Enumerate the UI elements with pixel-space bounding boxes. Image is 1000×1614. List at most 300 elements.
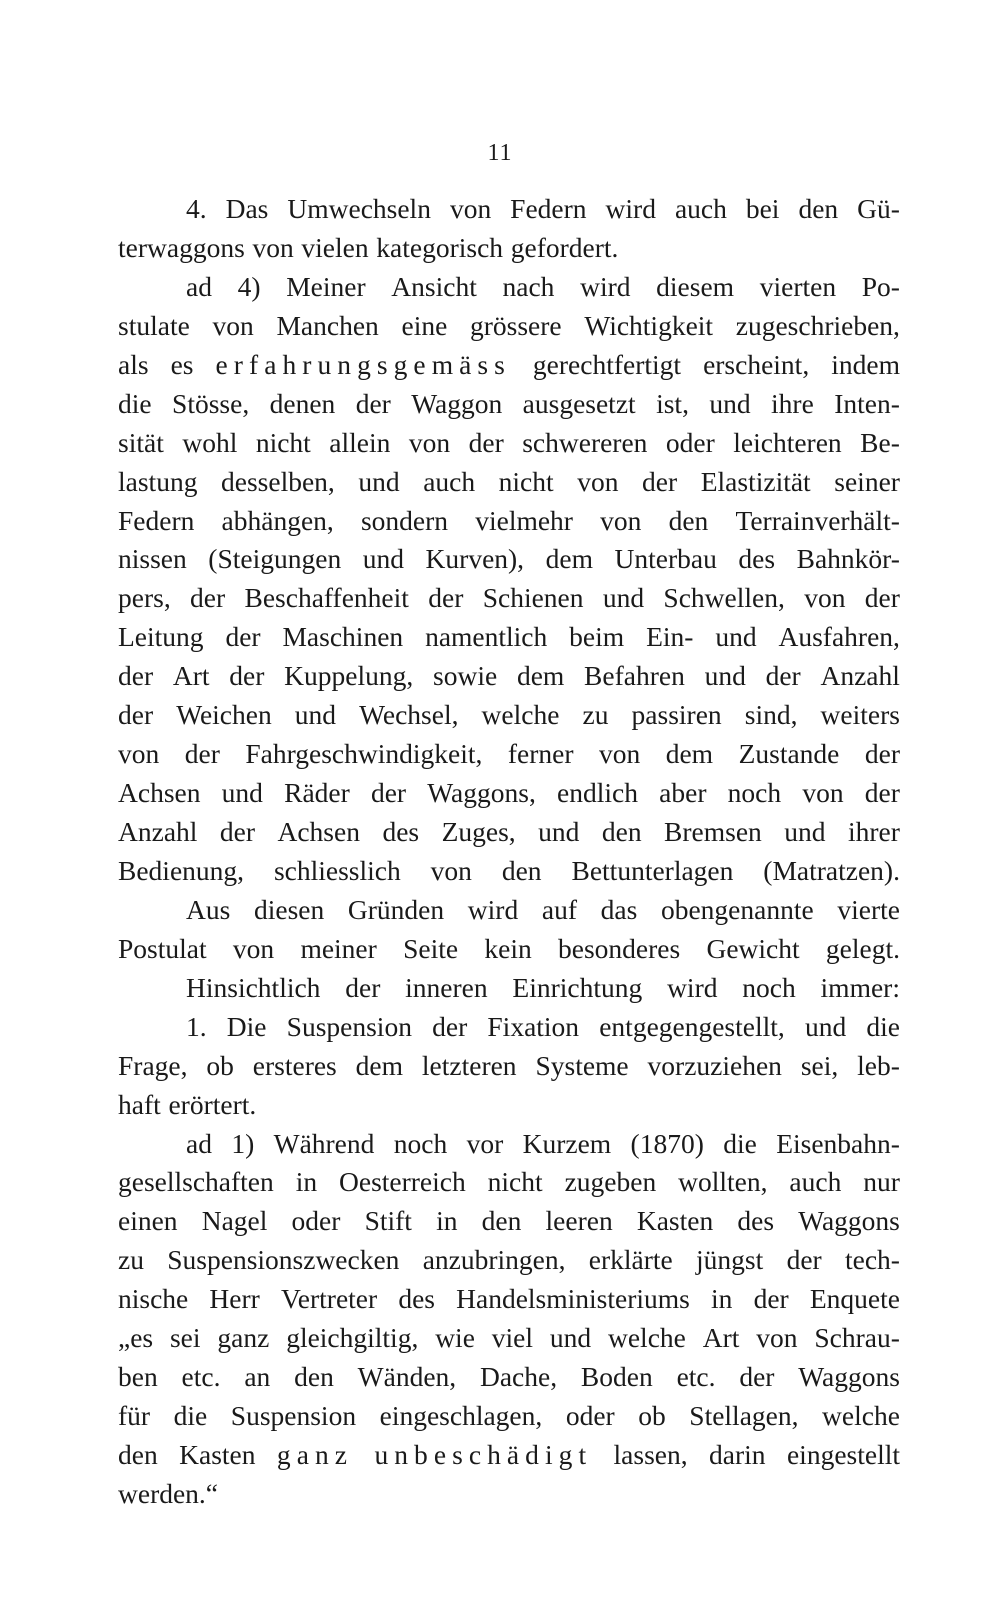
text-line bbox=[118, 540, 900, 579]
word: ob bbox=[638, 1400, 666, 1432]
text-line bbox=[118, 969, 900, 1008]
word: leb- bbox=[857, 1049, 900, 1081]
word: von bbox=[598, 738, 641, 770]
word: erörtert. bbox=[168, 1088, 257, 1120]
word: Umwechseln bbox=[287, 193, 431, 224]
word: immer: bbox=[820, 971, 900, 1003]
word: Enquete bbox=[809, 1283, 900, 1315]
word: lastung bbox=[118, 465, 198, 497]
text-line bbox=[118, 1280, 900, 1319]
word: noch bbox=[393, 1127, 448, 1159]
word: Das bbox=[225, 193, 269, 224]
word: stulate bbox=[118, 309, 190, 341]
word: Kurzem bbox=[522, 1127, 612, 1159]
word: und bbox=[221, 777, 263, 809]
text-line bbox=[118, 1397, 900, 1436]
word: der bbox=[864, 582, 900, 614]
word: von bbox=[252, 231, 294, 263]
word: Zuges, bbox=[441, 816, 516, 847]
word: Terrainverhält- bbox=[735, 504, 900, 536]
word: Leitung bbox=[118, 621, 204, 653]
word: von bbox=[408, 426, 451, 458]
text-line bbox=[118, 774, 900, 813]
word: oder bbox=[565, 1400, 615, 1432]
word: der bbox=[753, 1283, 789, 1315]
text-line bbox=[118, 463, 900, 502]
word: Gü- bbox=[857, 193, 900, 224]
word: abhängen, bbox=[221, 504, 334, 536]
word: Kuppelung, bbox=[284, 660, 414, 692]
word: vor bbox=[466, 1127, 504, 1159]
word: noch bbox=[742, 971, 796, 1003]
word: der bbox=[118, 660, 154, 692]
word: Herr bbox=[209, 1283, 260, 1315]
word: Manchen bbox=[276, 309, 379, 341]
word: der bbox=[370, 777, 407, 809]
word: ben bbox=[118, 1361, 158, 1393]
word: als bbox=[118, 348, 149, 380]
word: gefordert. bbox=[510, 231, 619, 263]
text-line bbox=[118, 502, 900, 541]
word: erfahrungsgemäss bbox=[215, 348, 511, 380]
word: und bbox=[704, 660, 746, 692]
word: ob bbox=[206, 1049, 234, 1081]
word: wird bbox=[667, 971, 718, 1003]
word: den bbox=[294, 1361, 334, 1393]
word: jüngst bbox=[696, 1244, 764, 1276]
word: und bbox=[715, 621, 757, 653]
word: und bbox=[358, 465, 400, 497]
word: sei bbox=[169, 1322, 201, 1354]
word: inneren bbox=[405, 971, 488, 1003]
word: für bbox=[118, 1400, 151, 1432]
word: Räder bbox=[284, 777, 350, 809]
word: ganz bbox=[217, 1322, 270, 1354]
word: sität bbox=[118, 426, 164, 458]
word: Federn bbox=[510, 193, 587, 224]
word: sei, bbox=[800, 1049, 839, 1081]
word: von bbox=[804, 582, 846, 614]
text-line bbox=[118, 1319, 900, 1358]
word: Fahrgeschwindigkeit, bbox=[245, 738, 483, 770]
word: desselben, bbox=[221, 465, 335, 497]
word: haft bbox=[118, 1088, 161, 1120]
text-line bbox=[118, 813, 900, 852]
word: von bbox=[118, 738, 160, 770]
word: dem bbox=[545, 543, 593, 575]
word: vierten bbox=[759, 270, 837, 302]
text-line bbox=[118, 268, 900, 307]
word: in bbox=[295, 1166, 318, 1198]
page-number: 11 bbox=[487, 140, 513, 166]
word: auch bbox=[423, 465, 476, 497]
word: welche bbox=[481, 699, 560, 731]
word: eine bbox=[401, 309, 448, 341]
word: ganz bbox=[276, 1439, 354, 1470]
word: sondern bbox=[360, 504, 449, 536]
word: Bremsen bbox=[664, 816, 762, 847]
word: Ausfahren, bbox=[778, 621, 900, 653]
word: und bbox=[538, 816, 580, 847]
word: Elastizität bbox=[700, 465, 811, 497]
word: welche bbox=[607, 1322, 686, 1354]
word: Eisenbahn- bbox=[776, 1127, 900, 1159]
text-line bbox=[118, 1125, 900, 1164]
word: der bbox=[642, 465, 678, 497]
word: Stellagen, bbox=[689, 1400, 799, 1432]
word: von bbox=[232, 932, 275, 964]
word: den bbox=[798, 193, 839, 224]
word: aber bbox=[659, 777, 707, 809]
word: Schienen bbox=[482, 582, 584, 614]
word: der bbox=[765, 660, 801, 692]
text-line bbox=[118, 424, 900, 463]
word: grössere bbox=[470, 309, 562, 341]
word: Wänden, bbox=[357, 1361, 457, 1393]
word: Kasten bbox=[636, 1205, 714, 1237]
word: zugeschrieben, bbox=[735, 309, 900, 341]
word: nicht bbox=[498, 465, 554, 497]
word: Schwellen, bbox=[663, 582, 785, 614]
word: „es bbox=[118, 1322, 154, 1354]
word: Befahren bbox=[584, 660, 685, 692]
word: den bbox=[601, 816, 642, 847]
word: auf bbox=[541, 893, 577, 925]
word: der bbox=[229, 660, 265, 692]
word: Waggons, bbox=[427, 777, 536, 809]
word: endlich bbox=[557, 777, 638, 809]
word: zu bbox=[118, 1244, 144, 1276]
word: von bbox=[802, 777, 844, 809]
text-line bbox=[118, 852, 900, 891]
word: obengenannte bbox=[660, 893, 814, 925]
word: Be- bbox=[860, 426, 900, 458]
word: meiner bbox=[300, 932, 377, 964]
word: des bbox=[382, 816, 420, 847]
word: pers, bbox=[118, 582, 171, 614]
word: nissen bbox=[118, 543, 187, 575]
word: vorzuziehen bbox=[647, 1049, 782, 1081]
word: der bbox=[468, 426, 504, 458]
word: Unterbau bbox=[614, 543, 717, 575]
word: 4. bbox=[186, 193, 207, 224]
word: gesellschaften bbox=[118, 1166, 274, 1198]
word: Anzahl bbox=[820, 660, 900, 692]
text-line bbox=[118, 1241, 900, 1280]
word: dem bbox=[355, 1049, 404, 1081]
word: wird bbox=[605, 193, 656, 224]
word: Maschinen bbox=[282, 621, 404, 653]
word: die bbox=[723, 1127, 757, 1159]
word: von bbox=[449, 193, 492, 224]
text-line bbox=[118, 1436, 900, 1475]
text-line bbox=[118, 346, 900, 385]
word: werden.“ bbox=[118, 1477, 219, 1509]
word: der bbox=[355, 387, 391, 419]
word: wird bbox=[467, 893, 519, 925]
word: der bbox=[428, 582, 464, 614]
word: letzteren bbox=[421, 1049, 517, 1081]
word: Kasten bbox=[179, 1439, 256, 1470]
word: dem bbox=[516, 660, 565, 692]
word: 1) bbox=[231, 1127, 255, 1159]
word: Während bbox=[273, 1127, 375, 1159]
word: allein bbox=[329, 426, 391, 458]
word: Bahnkör- bbox=[796, 543, 900, 575]
text-line bbox=[118, 1163, 900, 1202]
word: von bbox=[430, 854, 472, 886]
word: Boden bbox=[580, 1361, 653, 1393]
word: der bbox=[118, 699, 154, 731]
word: oder bbox=[291, 1205, 341, 1237]
word: dem bbox=[665, 738, 714, 770]
word: diesen bbox=[253, 893, 325, 925]
word: vielmehr bbox=[475, 504, 573, 536]
word: Beschaffenheit bbox=[244, 582, 409, 614]
word: Fixation bbox=[487, 1010, 580, 1042]
word: ausgesetzt bbox=[522, 387, 636, 419]
word: eingestellt bbox=[786, 1439, 900, 1470]
word: wird bbox=[580, 270, 631, 302]
word: noch bbox=[727, 777, 782, 809]
word: viel bbox=[491, 1322, 534, 1354]
word: (Steigungen bbox=[208, 543, 342, 575]
word: Wechsel, bbox=[359, 699, 459, 731]
word: etc. bbox=[676, 1361, 716, 1393]
word: leichteren bbox=[733, 426, 842, 458]
word: kein bbox=[484, 932, 532, 964]
word: denen bbox=[269, 387, 336, 419]
word: entgegengestellt, bbox=[599, 1010, 785, 1042]
word: ad bbox=[186, 270, 212, 302]
word: Dache, bbox=[479, 1361, 558, 1393]
word: der bbox=[219, 816, 256, 847]
word: in bbox=[436, 1205, 458, 1237]
word: Frage, bbox=[118, 1049, 188, 1081]
word: ihre bbox=[771, 387, 814, 419]
word: Art bbox=[172, 660, 210, 692]
word: nicht bbox=[255, 426, 311, 458]
text-line bbox=[118, 1047, 900, 1086]
word: (Matratzen). bbox=[763, 854, 900, 886]
word: passiren bbox=[631, 699, 722, 731]
word: der bbox=[739, 1361, 775, 1393]
word: des bbox=[398, 1283, 435, 1315]
word: Weichen bbox=[176, 699, 272, 731]
word: erklärte bbox=[588, 1244, 673, 1276]
word: Inten- bbox=[834, 387, 900, 419]
word: es bbox=[170, 348, 194, 380]
word: an bbox=[244, 1361, 271, 1393]
word: der bbox=[786, 1244, 822, 1276]
text-line bbox=[118, 1358, 900, 1397]
word: und bbox=[784, 816, 826, 847]
word: Hinsichtlich bbox=[186, 971, 321, 1003]
word: unbeschädigt bbox=[374, 1439, 593, 1470]
word: wie bbox=[435, 1322, 475, 1354]
text-line bbox=[118, 696, 900, 735]
word: Bedienung, bbox=[118, 854, 245, 886]
word: einen bbox=[118, 1205, 178, 1237]
word: Systeme bbox=[535, 1049, 629, 1081]
word: der bbox=[184, 738, 220, 770]
word: Seite bbox=[403, 932, 459, 964]
word: Art bbox=[702, 1322, 740, 1354]
word: darin bbox=[709, 1439, 766, 1470]
word: Gewicht bbox=[706, 932, 800, 964]
word: nach bbox=[502, 270, 555, 302]
word: Vertreter bbox=[280, 1283, 378, 1315]
word: namentlich bbox=[425, 621, 548, 653]
word: den bbox=[668, 504, 709, 536]
word: des bbox=[738, 543, 776, 575]
word: und bbox=[602, 582, 645, 614]
word: nur bbox=[863, 1166, 900, 1198]
word: besonderes bbox=[558, 932, 681, 964]
word: Ein- bbox=[646, 621, 694, 653]
word: Ansicht bbox=[391, 270, 477, 302]
word: Zustande bbox=[738, 738, 840, 770]
word: 1. bbox=[186, 1010, 207, 1042]
word: und bbox=[709, 387, 751, 419]
word: (1870) bbox=[630, 1127, 704, 1159]
word: sind, bbox=[744, 699, 798, 731]
word: diesem bbox=[656, 270, 735, 302]
word: von bbox=[600, 504, 642, 536]
word: leeren bbox=[545, 1205, 613, 1237]
word: Federn bbox=[118, 504, 195, 536]
word: seiner bbox=[834, 465, 900, 497]
word: Bettunterlagen bbox=[571, 854, 734, 886]
word: bei bbox=[745, 193, 780, 224]
word: vierte bbox=[837, 893, 900, 925]
word: Waggons bbox=[798, 1205, 900, 1237]
text-line bbox=[118, 930, 900, 969]
word: gelegt. bbox=[825, 932, 900, 964]
word: terwaggons bbox=[118, 231, 245, 263]
word: kategorisch bbox=[376, 231, 504, 263]
word: und bbox=[549, 1322, 592, 1354]
word: beim bbox=[569, 621, 625, 653]
text-line bbox=[118, 735, 900, 774]
word: Schrau- bbox=[814, 1322, 900, 1354]
word: nicht bbox=[487, 1166, 543, 1198]
word: welche bbox=[822, 1400, 900, 1432]
text-line bbox=[118, 891, 900, 930]
text-line bbox=[118, 1008, 900, 1047]
word: Kurven), bbox=[425, 543, 525, 575]
word: der bbox=[864, 777, 900, 809]
word: von bbox=[212, 309, 254, 341]
word: die bbox=[866, 1010, 900, 1042]
word: weiters bbox=[820, 699, 900, 731]
word: Waggons bbox=[798, 1361, 900, 1393]
word: Nagel bbox=[201, 1205, 268, 1237]
word: Die bbox=[226, 1010, 267, 1042]
text-line bbox=[118, 385, 900, 424]
word: und bbox=[362, 543, 404, 575]
word: indem bbox=[831, 348, 900, 380]
word: das bbox=[600, 893, 638, 925]
word: der bbox=[864, 738, 900, 770]
word: ist, bbox=[656, 387, 689, 419]
word: die bbox=[173, 1400, 208, 1432]
word: der bbox=[190, 582, 226, 614]
word: gleichgiltig, bbox=[286, 1322, 419, 1354]
word: Achsen bbox=[118, 777, 201, 809]
word: Anzahl bbox=[118, 816, 198, 847]
word: schwereren bbox=[522, 426, 648, 458]
word: zugeben bbox=[564, 1166, 657, 1198]
word: anzubringen, bbox=[422, 1244, 566, 1276]
word: Wichtigkeit bbox=[584, 309, 714, 341]
body-text bbox=[118, 190, 900, 1514]
word: Einrichtung bbox=[512, 971, 643, 1003]
word: Handelsministeriums bbox=[456, 1283, 690, 1315]
word: Waggon bbox=[411, 387, 503, 419]
word: ihrer bbox=[848, 816, 900, 847]
text-line bbox=[118, 657, 900, 696]
word: des bbox=[737, 1205, 775, 1237]
word: tech- bbox=[844, 1244, 900, 1276]
word: etc. bbox=[181, 1361, 221, 1393]
text-line bbox=[118, 307, 900, 346]
text-line bbox=[118, 1086, 900, 1125]
text-line bbox=[118, 229, 900, 268]
text-line bbox=[118, 579, 900, 618]
word: Suspensionszwecken bbox=[167, 1244, 400, 1276]
text-line bbox=[118, 190, 900, 229]
word: Gründen bbox=[347, 893, 445, 925]
word: Stift bbox=[364, 1205, 412, 1237]
word: ersteres bbox=[252, 1049, 337, 1081]
word: Po- bbox=[861, 270, 900, 302]
word: der bbox=[432, 1010, 468, 1042]
word: Aus bbox=[186, 893, 231, 925]
word: die bbox=[118, 387, 152, 419]
word: der bbox=[345, 971, 381, 1003]
word: der bbox=[225, 621, 261, 653]
word: und bbox=[294, 699, 337, 731]
text-line bbox=[118, 1475, 900, 1514]
word: auch bbox=[674, 193, 727, 224]
word: eingeschlagen, bbox=[379, 1400, 543, 1432]
word: nische bbox=[118, 1283, 189, 1315]
word: Postulat bbox=[118, 932, 207, 964]
word: sowie bbox=[433, 660, 498, 692]
text-line bbox=[118, 618, 900, 657]
word: gerechtfertigt bbox=[532, 348, 682, 380]
word: wohl bbox=[182, 426, 238, 458]
word: und bbox=[804, 1010, 847, 1042]
word: wollten, bbox=[678, 1166, 768, 1198]
word: auch bbox=[789, 1166, 842, 1198]
word: den bbox=[118, 1439, 158, 1470]
word: oder bbox=[665, 426, 715, 458]
word: zu bbox=[582, 699, 609, 731]
word: Meiner bbox=[286, 270, 366, 302]
word: vielen bbox=[301, 231, 369, 263]
word: von bbox=[577, 465, 619, 497]
word: lassen, bbox=[613, 1439, 688, 1470]
word: Suspension bbox=[286, 1010, 412, 1042]
word: ad bbox=[186, 1127, 212, 1159]
word: ferner bbox=[507, 738, 574, 770]
word: schliesslich bbox=[273, 854, 401, 886]
word: Suspension bbox=[230, 1400, 357, 1432]
word: den bbox=[481, 1205, 522, 1237]
word: den bbox=[501, 854, 542, 886]
